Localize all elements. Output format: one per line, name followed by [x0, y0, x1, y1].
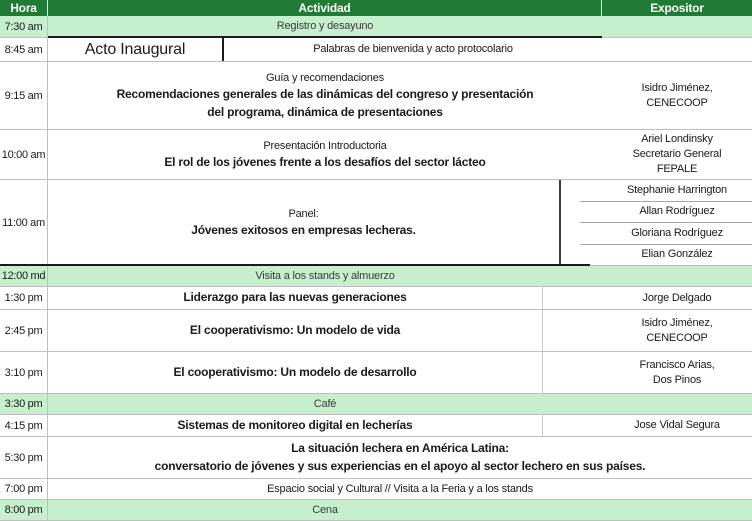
time-cell: 3:10 pm — [0, 352, 48, 393]
activity-cell — [48, 500, 602, 520]
time-cell: 8:45 am — [0, 38, 48, 61]
activity-cell — [48, 479, 752, 499]
activity-line: Palabras de bienvenida y acto protocolario — [313, 43, 513, 56]
activity-line: Liderazgo para las nuevas generaciones — [183, 290, 407, 305]
time-cell: 1:30 pm — [0, 287, 48, 309]
activity-cell — [48, 130, 602, 179]
activity-cell — [48, 394, 602, 414]
table-row — [0, 479, 752, 500]
activity-line: El rol de los jóvenes frente a los desafíos del sector lácteo — [164, 155, 486, 170]
expositor-name: Jorge Delgado — [642, 291, 712, 304]
sub-activity-cell: Acto Inaugural — [84, 40, 186, 58]
expositor-group — [580, 222, 752, 244]
expositor-group — [602, 291, 752, 306]
activity-line: Sistemas de monitoreo digital en lecherías — [177, 417, 413, 432]
schedule-rows — [0, 16, 752, 521]
header-expositor: Expositor — [650, 1, 704, 15]
cell-border-line — [0, 264, 590, 266]
activity-line: Presentación Introductoria — [263, 139, 387, 152]
expositor-name: Dos Pinos — [652, 373, 702, 386]
table-row — [0, 16, 752, 38]
time-cell: 4:15 pm — [0, 415, 48, 436]
expositor-group — [602, 132, 752, 177]
activity-cell — [48, 180, 561, 265]
time-cell: 9:15 am — [0, 62, 48, 129]
activity-line: Café — [313, 397, 337, 410]
expositor-cell — [543, 287, 752, 309]
header-row — [0, 0, 752, 16]
empty-cell — [602, 16, 752, 37]
expositor-name: Stephanie Harrington — [627, 183, 727, 196]
table-row — [0, 266, 752, 287]
activity-cell — [48, 310, 543, 351]
table-row — [0, 38, 752, 62]
activity-line: La situación lechera en América Latina: — [291, 441, 509, 456]
table-row — [0, 500, 752, 521]
activity-line: Guía y recomendaciones — [266, 71, 384, 84]
activity-cell — [48, 16, 602, 37]
expositor-cell — [602, 62, 752, 129]
activity-line: conversatorio de jóvenes y sus experiencias en el apoyo al sector lechero en sus países. — [154, 458, 646, 473]
table-row — [0, 130, 752, 180]
activity-line: Jóvenes exitosos en empresas lecheras. — [191, 223, 416, 238]
table-row — [0, 394, 752, 415]
time-cell: 10:00 am — [0, 130, 48, 179]
expositor-cell — [543, 415, 752, 436]
table-row — [0, 437, 752, 479]
header-actividad: Actividad — [48, 0, 602, 16]
expositor-name: Secretario General — [632, 148, 722, 161]
expositor-cell — [602, 130, 752, 179]
expositor-group — [602, 418, 752, 433]
time-cell: 7:00 pm — [0, 479, 48, 499]
table-row — [0, 62, 752, 130]
activity-cell — [48, 266, 602, 286]
time-cell: 3:30 pm — [0, 394, 48, 414]
activity-line: Registro y desayuno — [276, 20, 374, 33]
expositor-cell — [543, 352, 752, 393]
activity-cell — [48, 62, 602, 129]
expositor-cell — [543, 310, 752, 351]
expositor-group — [602, 358, 752, 388]
activity-cell — [48, 415, 543, 436]
activity-line: del programa, dinámica de presentaciones — [207, 104, 443, 119]
expositor-name: Jose Vidal Segura — [634, 419, 720, 432]
activity-line: Recomendaciones generales de las dinámicas del congreso y presentación — [116, 87, 534, 102]
expositor-name: Isidro Jiménez, — [641, 316, 713, 329]
time-cell: 2:45 pm — [0, 310, 48, 351]
expositor-group — [602, 316, 752, 346]
expositor-name: Gloriana Rodríguez — [631, 226, 723, 239]
table-row — [0, 287, 752, 310]
activity-cell — [48, 437, 752, 478]
expositor-group — [580, 244, 752, 266]
activity-line: Cena — [312, 503, 338, 516]
empty-cell — [602, 38, 752, 61]
table-row — [0, 310, 752, 352]
time-cell: 5:30 pm — [0, 437, 48, 478]
expositor-group — [580, 201, 752, 223]
header-hora: Hora — [0, 0, 48, 16]
activity-cell — [48, 352, 543, 393]
expositor-group — [602, 81, 752, 111]
cell-border-line — [48, 36, 602, 38]
empty-cell — [602, 500, 752, 520]
table-row — [0, 415, 752, 437]
table-row — [0, 352, 752, 394]
activity-line: Espacio social y Cultural // Visita a la Feria y a los stands — [267, 482, 533, 495]
empty-cell — [602, 266, 752, 286]
activity-line: Visita a los stands y almuerzo — [255, 269, 395, 282]
time-cell: 12:00 md — [0, 266, 48, 286]
expositor-name: Allan Rodríguez — [639, 205, 715, 218]
expositor-name: Ariel Londinsky — [641, 133, 713, 146]
time-cell: 8:00 pm — [0, 500, 48, 520]
activity-line: El cooperativismo: Un modelo de vida — [189, 322, 401, 337]
expositor-name: CENECOOP — [646, 331, 708, 344]
activity-line: Panel: — [288, 207, 319, 220]
expositor-name: Elian González — [641, 248, 713, 261]
time-cell: 11:00 am — [0, 180, 48, 265]
table-row — [0, 180, 752, 266]
activity-cell — [222, 38, 602, 61]
empty-cell — [602, 394, 752, 414]
activity-line: El cooperativismo: Un modelo de desarrollo — [173, 364, 417, 379]
expositor-name: Francisco Arias, — [639, 358, 715, 371]
activity-cell — [48, 287, 543, 309]
expositor-name: FEPALE — [656, 162, 698, 175]
expositor-name: Isidro Jiménez, — [641, 81, 713, 94]
expositor-cell — [561, 180, 752, 265]
expositor-name: CENECOOP — [646, 96, 708, 109]
time-cell: 7:30 am — [0, 16, 48, 37]
expositor-group — [580, 180, 752, 201]
